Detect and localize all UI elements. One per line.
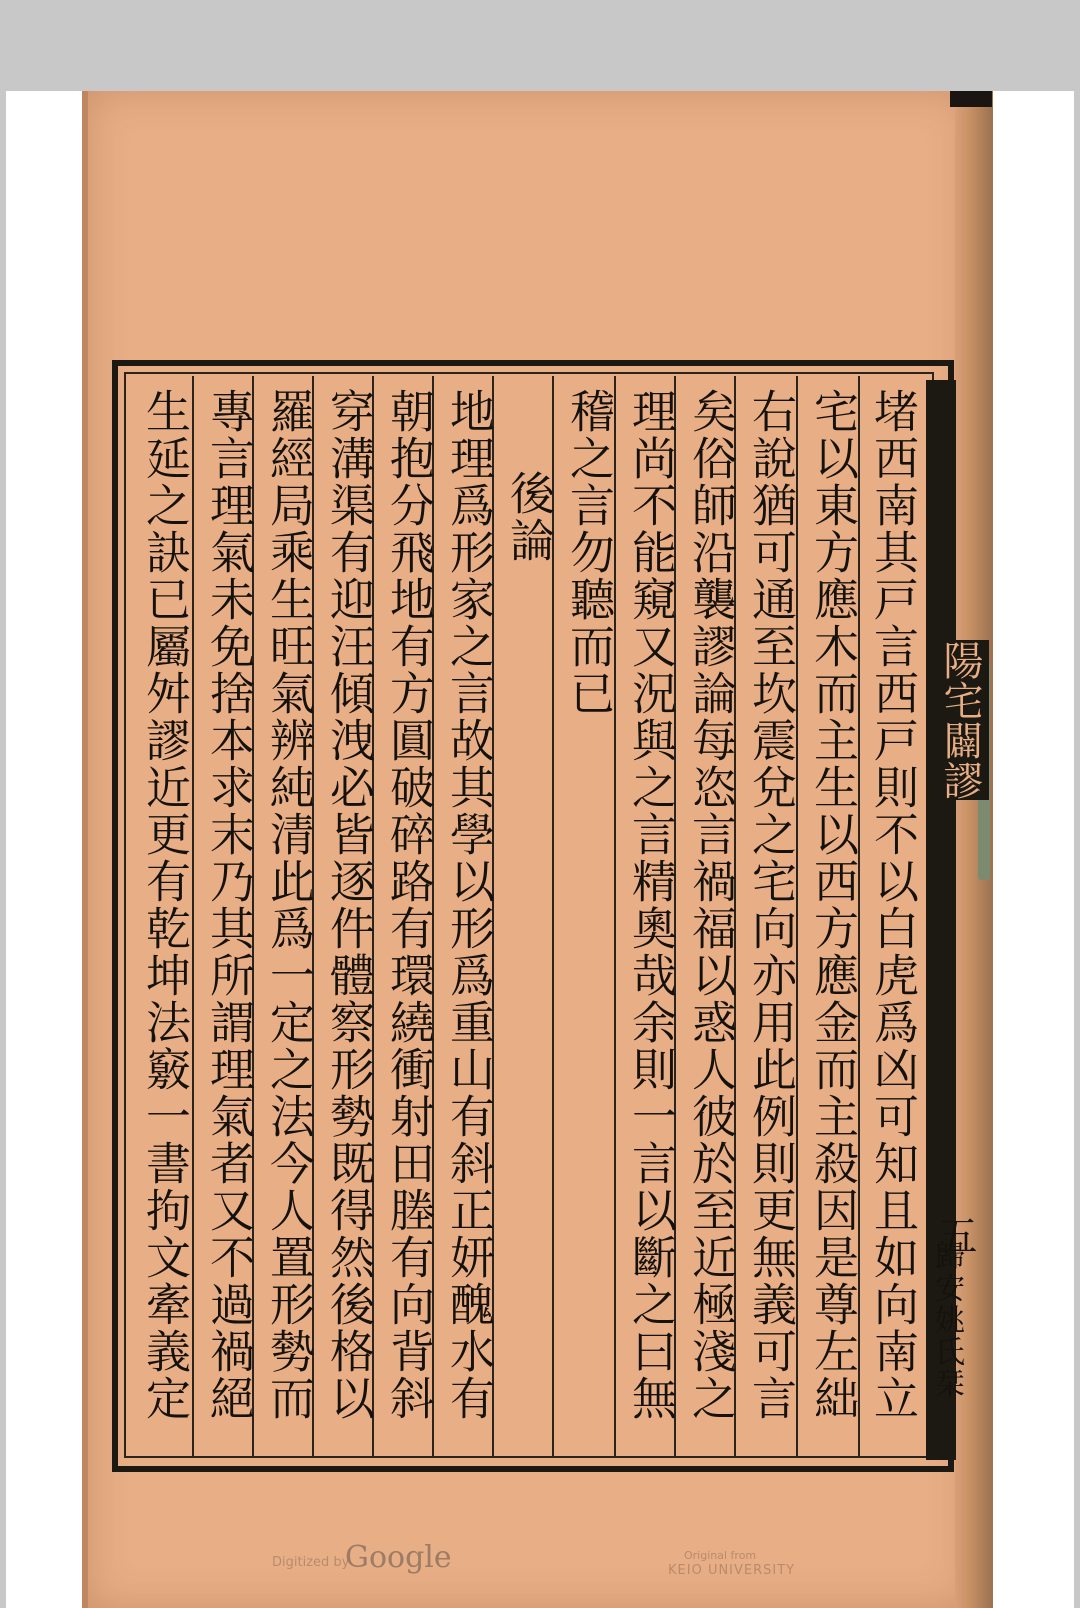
text-column: 右說猶可通至坎震兌之宅向亦用此例則更無義可言	[744, 388, 797, 1422]
text-column: 矣俗師沿襲謬論每恣言禍福以惑人彼於至近極淺之	[684, 388, 737, 1422]
text-column: 專言理氣未免捨本求末乃其所謂理氣者又不過禍絕	[202, 388, 255, 1422]
page-corner-shadow	[950, 91, 992, 107]
digitized-by-label: Digitized by	[272, 1555, 350, 1570]
text-column: 穿溝渠有迎汪傾洩必皆逐件體察形勢既得然後格以	[322, 388, 375, 1422]
source-label: KEIO UNIVERSITY	[668, 1563, 796, 1578]
text-column: 宅以東方應木而主生以西方應金而主殺因是尊左絀	[806, 388, 859, 1422]
text-column: 朝抱分飛地有方圓破碎路有環繞衝射田塍有向背斜	[382, 388, 435, 1422]
text-column: 地理爲形家之言故其學以形爲重山有斜正妍醜水有	[442, 388, 495, 1422]
header-label: 陽宅闢謬	[932, 640, 989, 800]
publisher-mark: 歸安姚氏栞	[929, 1240, 964, 1400]
google-logo: Google	[345, 1540, 452, 1575]
text-column: 稽之言勿聽而已	[562, 388, 615, 717]
text-column: 羅經局乘生旺氣辨純清此爲一定之法今人置形勢而	[262, 388, 315, 1422]
text-column: 堵西南其戸言西戸則不以白虎爲凶可知且如向南立	[866, 388, 919, 1422]
page-number: 五	[931, 1215, 977, 1255]
original-from-label: Original from	[684, 1549, 757, 1562]
section-heading: 後論	[502, 470, 555, 564]
text-column: 生延之訣已屬舛謬近更有乾坤法竅一書拘文牽義定	[138, 388, 191, 1422]
text-column: 理尚不能窺又況與之言精奧哉余則一言以斷之曰無	[624, 388, 677, 1422]
